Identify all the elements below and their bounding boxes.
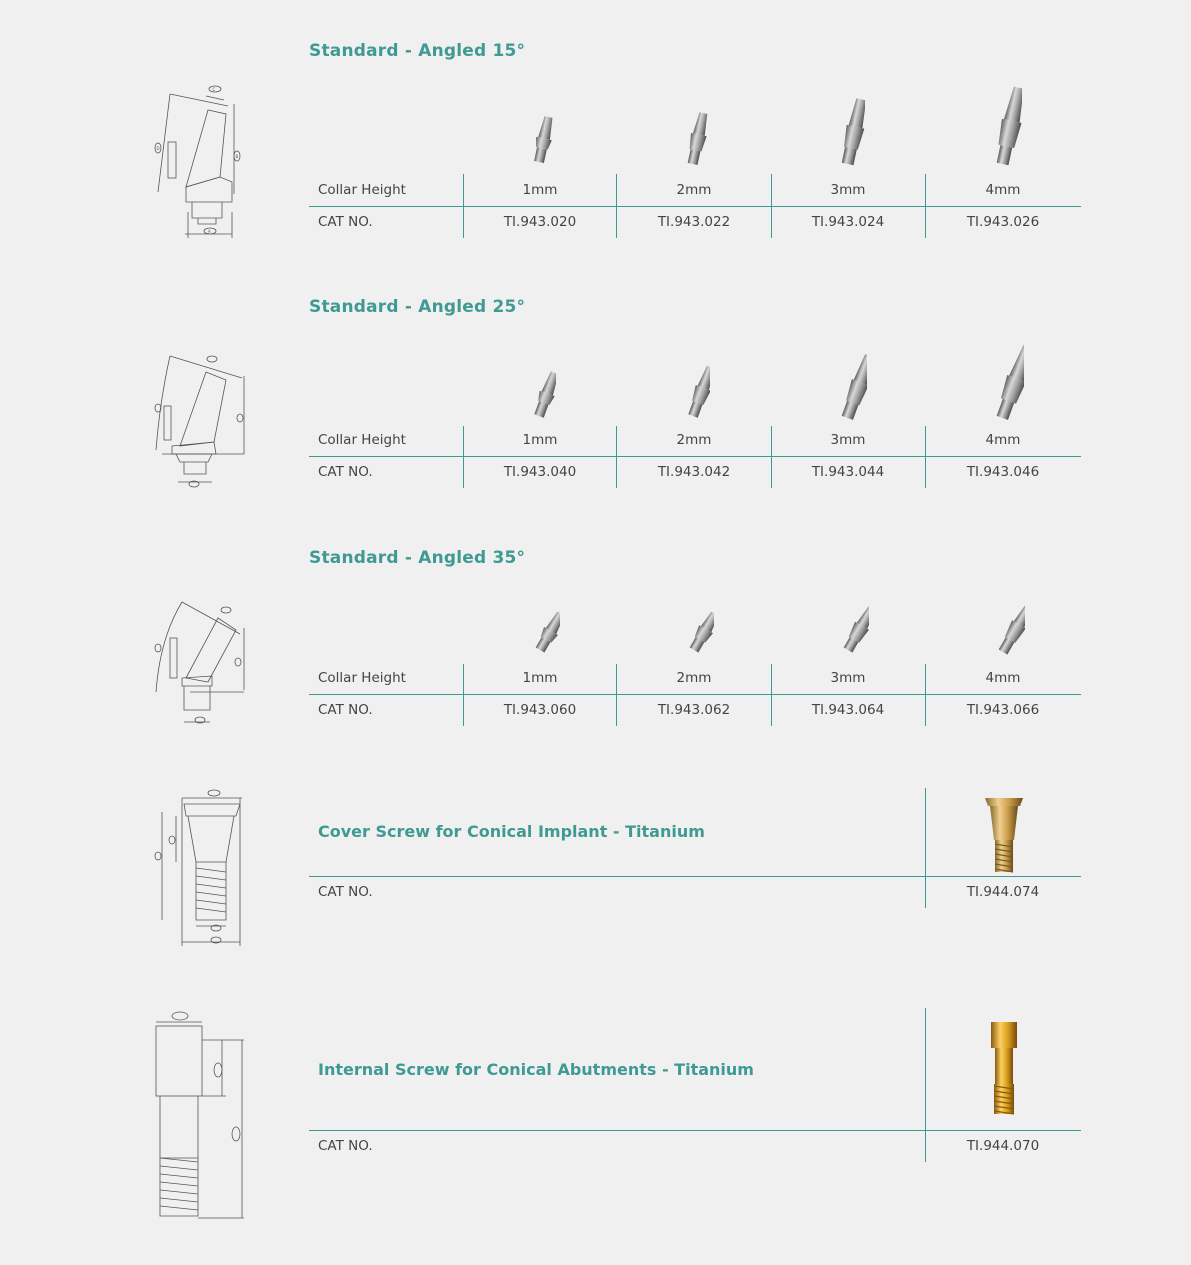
column-divider — [771, 426, 772, 488]
collar-height-cell: 2mm — [676, 432, 712, 448]
technical-drawing-angled-25 — [150, 350, 250, 492]
svg-text:A: A — [208, 229, 211, 234]
collar-height-cell: 1mm — [522, 432, 558, 448]
abutment-image-2mm — [676, 362, 710, 426]
abutment-image-3mm — [829, 350, 867, 426]
cat-number-cell: TI.943.044 — [811, 464, 885, 480]
collar-height-cell: 3mm — [830, 432, 866, 448]
svg-text:B: B — [235, 154, 239, 159]
product-table — [309, 788, 1081, 908]
cat-number-cell: TI.943.020 — [503, 214, 577, 230]
product-name: Internal Screw for Conical Abutments - Titanium — [318, 1060, 754, 1079]
abutment-image-1mm — [524, 112, 554, 172]
collar-height-cell: 4mm — [985, 432, 1021, 448]
row-divider — [309, 876, 1081, 877]
collar-height-cell: 2mm — [676, 182, 712, 198]
cat-no-label: CAT NO. — [318, 464, 373, 480]
cat-no-label: CAT NO. — [318, 1138, 373, 1154]
collar-height-cell: 2mm — [676, 670, 712, 686]
cat-number-cell: TI.943.040 — [503, 464, 577, 480]
internal-screw-image — [989, 1020, 1019, 1120]
row-divider — [309, 1130, 1081, 1131]
product-table — [309, 82, 1081, 238]
row-divider — [309, 456, 1081, 457]
column-divider — [925, 174, 926, 238]
collar-height-cell: 4mm — [985, 670, 1021, 686]
column-divider — [925, 426, 926, 488]
cat-no-label: CAT NO. — [318, 702, 373, 718]
abutment-image-1mm — [522, 366, 556, 426]
column-divider — [616, 426, 617, 488]
column-divider — [771, 174, 772, 238]
cat-number-cell: TI.944.074 — [966, 884, 1040, 900]
product-name: Cover Screw for Conical Implant - Titanium — [318, 822, 705, 841]
column-divider — [925, 664, 926, 726]
column-divider — [463, 174, 464, 238]
cat-number-cell: TI.943.046 — [966, 464, 1040, 480]
column-divider — [616, 174, 617, 238]
cat-number-cell: TI.943.022 — [657, 214, 731, 230]
column-divider — [771, 664, 772, 726]
abutment-image-4mm — [981, 596, 1025, 662]
abutment-image-2mm — [674, 606, 714, 660]
collar-height-cell: 1mm — [522, 670, 558, 686]
cat-number-cell: TI.943.060 — [503, 702, 577, 718]
cat-number-cell: TI.943.062 — [657, 702, 731, 718]
collar-height-cell: 3mm — [830, 670, 866, 686]
section-title: Standard - Angled 35° — [309, 548, 526, 568]
abutment-image-4mm — [982, 340, 1024, 426]
cat-number-cell: TI.943.042 — [657, 464, 731, 480]
cat-number-cell: TI.943.026 — [966, 214, 1040, 230]
technical-drawing-cover-screw — [150, 786, 250, 950]
abutment-image-3mm — [827, 600, 869, 660]
abutment-image-3mm — [831, 96, 865, 172]
column-divider — [925, 1008, 926, 1162]
svg-text:D: D — [156, 146, 160, 151]
collar-height-cell: 3mm — [830, 182, 866, 198]
technical-drawing-internal-screw — [150, 1006, 250, 1222]
abutment-image-2mm — [678, 110, 708, 172]
section-title: Standard - Angled 15° — [309, 41, 526, 61]
column-divider — [925, 788, 926, 908]
section-title: Standard - Angled 25° — [309, 297, 526, 317]
product-table — [309, 1008, 1081, 1162]
collar-height-label: Collar Height — [318, 182, 406, 198]
product-table — [309, 336, 1081, 490]
collar-height-label: Collar Height — [318, 432, 406, 448]
cat-no-label: CAT NO. — [318, 214, 373, 230]
column-divider — [616, 664, 617, 726]
row-divider — [309, 206, 1081, 207]
column-divider — [463, 664, 464, 726]
technical-drawing-angled-15 — [150, 82, 250, 242]
column-divider — [463, 426, 464, 488]
cat-number-cell: TI.943.064 — [811, 702, 885, 718]
cat-number-cell: TI.943.066 — [966, 702, 1040, 718]
collar-height-cell: 1mm — [522, 182, 558, 198]
technical-drawing-angled-35 — [150, 598, 250, 730]
abutment-image-1mm — [520, 606, 560, 660]
cat-number-cell: TI.943.024 — [811, 214, 885, 230]
row-divider — [309, 694, 1081, 695]
collar-height-cell: 4mm — [985, 182, 1021, 198]
collar-height-label: Collar Height — [318, 670, 406, 686]
product-table — [309, 596, 1081, 728]
cat-number-cell: TI.944.070 — [966, 1138, 1040, 1154]
svg-text:C: C — [212, 87, 216, 92]
cover-screw-image — [983, 796, 1025, 880]
abutment-image-4mm — [984, 84, 1022, 172]
cat-no-label: CAT NO. — [318, 884, 373, 900]
